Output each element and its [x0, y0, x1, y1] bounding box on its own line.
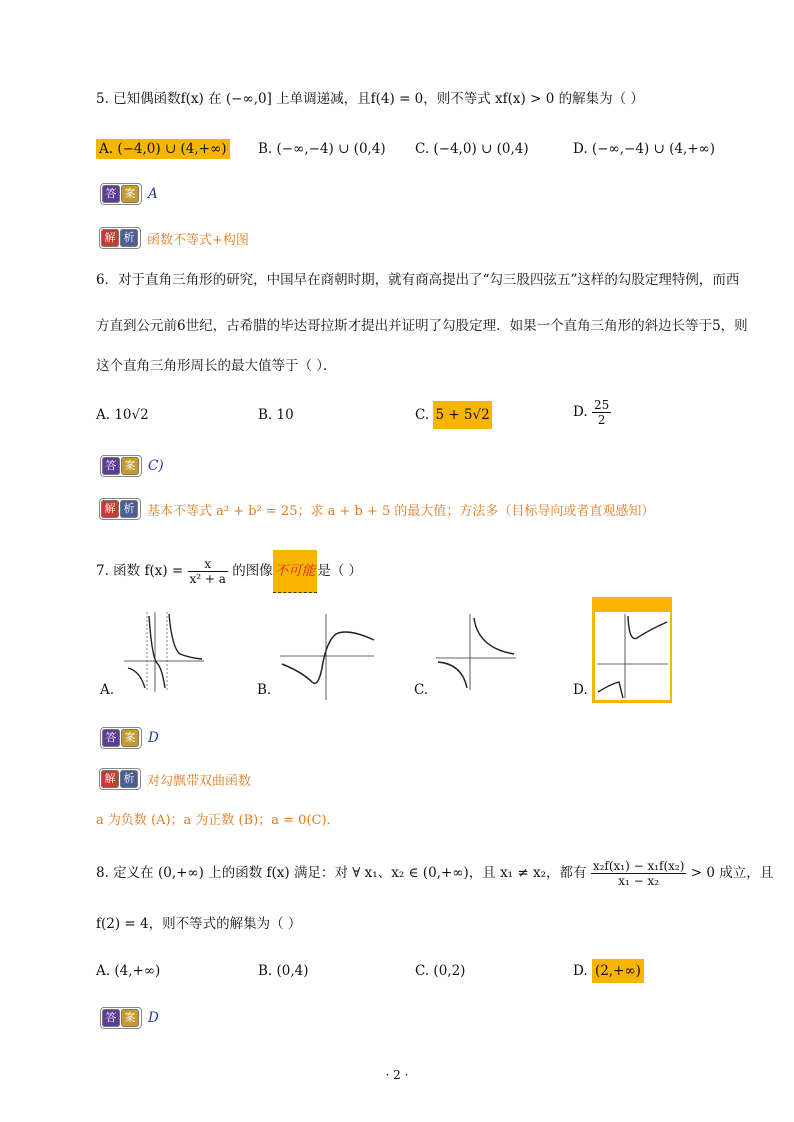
q7-explain: 对勾飘带双曲函数 [147, 773, 252, 789]
q5-answer: A [148, 186, 158, 202]
q8-option-d: D. (2,+∞) [573, 960, 644, 982]
q5-option-d: D. (−∞,−4) ∪ (4,+∞) [573, 141, 716, 157]
q6-option-b: B. 10 [258, 407, 294, 423]
q8-answer: D [148, 1010, 159, 1026]
q8-answer-row [100, 1007, 159, 1029]
q5-option-b: B. (−∞,−4) ∪ (0,4) [258, 141, 386, 157]
q6-answer: C) [148, 458, 164, 474]
q7-explain-row [99, 768, 251, 790]
answer-badge: 答 案 [100, 455, 142, 477]
q7-graph-b [278, 612, 378, 702]
q8-option-b: B. (0,4) [258, 963, 309, 979]
page-number: · 2 · [385, 1068, 409, 1082]
explain-badge: 解 析 [99, 768, 141, 790]
q6-option-d: D. $\frac{25}{2}$ [573, 398, 610, 427]
q6-line3: 这个直角三角形周长的最大值等于（ ）． [96, 358, 337, 374]
q7-label-c: C. [414, 682, 429, 698]
q5-option-a: A. (−4,0) ∪ (4,+∞) [96, 138, 230, 160]
q7-mark: 不可能 [273, 550, 318, 593]
q7-label-d: D. [573, 682, 588, 698]
q6-option-a: A. 10√2 [96, 407, 149, 423]
q8-option-c: C. (0,2) [415, 963, 466, 979]
q6-line2: 方直到公元前6世纪，古希腊的毕达哥拉斯才提出并证明了勾股定理．如果一个直角三角形的斜边长等于5，则 [96, 318, 748, 334]
q7-label-b: B. [257, 682, 272, 698]
explain-badge: 解 析 [99, 498, 141, 520]
q7-graph-c [434, 612, 518, 692]
q5-stem: 5. 已知偶函数f(x) 在 (−∞,0] 上单调递减，且f(4) = 0，则不等式 xf(x) > 0 的解集为（ ） [96, 91, 644, 107]
explain-badge: 解 析 [99, 227, 141, 249]
q5-answer-row [100, 183, 158, 205]
answer-badge: 答 案 [100, 183, 142, 205]
q6-explain: 基本不等式 a² + b² = 25；求 a + b + 5 的最大值；方法多（目标导向或者直观感知） [147, 503, 655, 519]
q7-stem: 7. 函数 f(x) = $\frac{x}{\text{x² + a}}$ 的图像 不可能 是（ ） [96, 550, 362, 593]
q5-option-c: C. (−4,0) ∪ (0,4) [415, 141, 529, 157]
q7-answer-row [100, 727, 159, 749]
q7-explain-2: a 为负数 (A)；a 为正数 (B)；a = 0(C)． [96, 813, 340, 828]
q8-line2: f(2) = 4，则不等式的解集为（ ） [96, 916, 302, 932]
q8-stem: 8. 定义在 (0,+∞) 上的函数 f(x) 满足：对 ∀ x₁、x₂ ∈ (0,+∞)，且 x₁ ≠ x₂，都有 $\frac{\text{x₂f(x₁) − x₁f(x₂)}}{\text{x₁ − x₂}}$ > 0 成立，且 [96, 859, 774, 888]
q7-label-a: A. [100, 682, 115, 698]
q6-answer-row [100, 455, 164, 477]
q5-explain-row [99, 227, 249, 249]
q6-explain-row [99, 498, 654, 520]
answer-badge: 答 案 [100, 1007, 142, 1029]
q6-line1: 6．对于直角三角形的研究，中国早在商朝时期，就有商高提出了“勾三股四弦五”这样的勾股定理特例，而西 [96, 272, 740, 288]
q7-graph-a [120, 608, 206, 694]
q8-option-a: A. (4,+∞) [96, 963, 161, 979]
q6-option-c: C. 5 + 5√2 [415, 404, 492, 426]
q7-graph-d [595, 612, 670, 700]
q5-explain: 函数不等式+构图 [147, 232, 249, 248]
q7-answer: D [148, 730, 159, 746]
answer-badge: 答 案 [100, 727, 142, 749]
